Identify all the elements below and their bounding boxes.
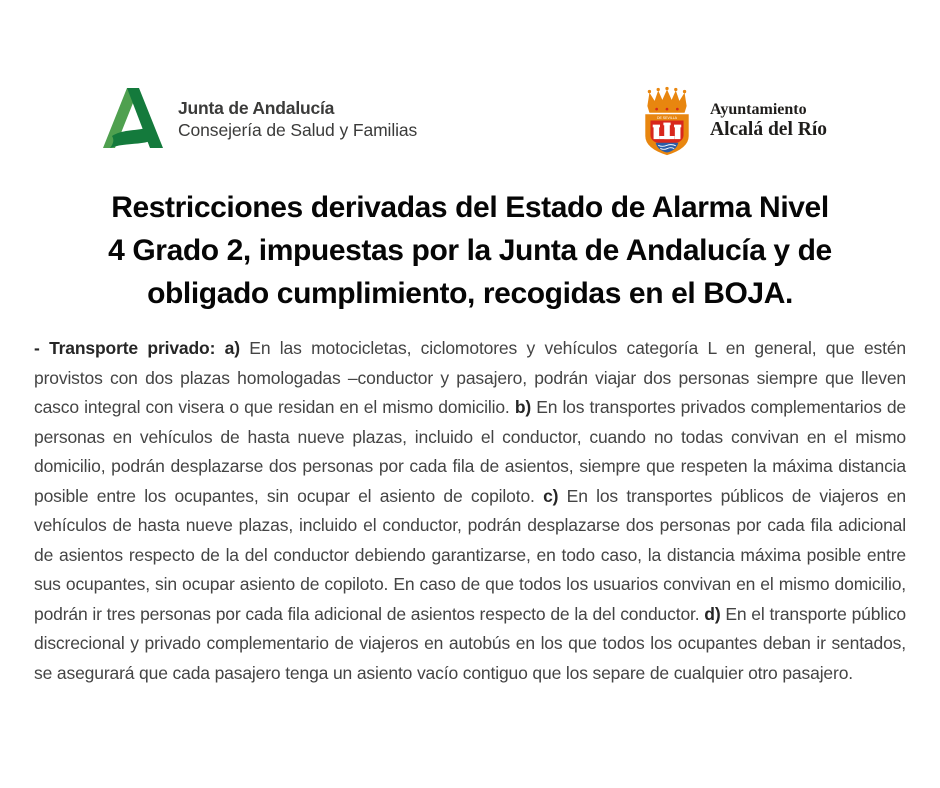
title-line-3: obligado cumplimiento, recogidas en el BOJA. (147, 277, 793, 310)
body-segment: En los transportes privados complementarios de personas en vehículos de hasta nueve plazas, incluido el conductor, cuando no todas convivan en el mismo domicilio, podrán desplazarse dos personas por cada fila de asientos, siempre que respeten la máxima distancia posible entre los ocupantes, sin ocupar el asiento de copiloto. (34, 397, 906, 506)
header (0, 84, 940, 158)
title-line-1: Restricciones derivadas del Estado de Alarma Nivel (111, 191, 829, 224)
junta-org-name: Junta de Andalucía (178, 97, 335, 118)
body-segment: En el transporte público discrecional y privado complementario de viajeros en autobús en los que todos los ocupantes deban ir sentados, se asegurará que cada pasajero tenga un asiento vacío contiguo que los separe de cualquier otro pasajero. (34, 603, 906, 683)
body-segment: En los transportes públicos de viajeros en vehículos de hasta nueve plazas, incluido el conductor, podrán desplazarse dos personas por cada fila adicional de asientos respecto de la del conductor debiendo garantizarse, en todo caso, la distancia máxima posible entre sus ocupantes, sin ocupar asiento de copiloto. En caso de que todos los usuarios convivan en el mismo domicilio, podrán ir tres personas por cada fila adicional de asientos respecto de la del conductor. (34, 485, 906, 624)
ayuntamiento-city-name: Alcalá del Río (710, 119, 827, 140)
body-segment-bold: b) (514, 397, 537, 417)
junta-text-block (178, 97, 417, 142)
body-segment-bold: c) (543, 485, 567, 506)
crest-towers (653, 123, 682, 140)
ayuntamiento-org-name: Ayuntamiento (710, 101, 807, 118)
junta-dept-name: Consejería de Salud y Familias (178, 119, 418, 140)
body-paragraph (34, 334, 906, 688)
body-segment-bold: - Transporte privado: a) (34, 338, 250, 358)
page-title (0, 186, 940, 315)
crest-top-text: DE SEVILLA (656, 115, 678, 120)
ayuntamiento-logo-block (636, 84, 827, 157)
alcala-del-rio-coat-of-arms-icon (636, 84, 698, 157)
title-line-2: 4 Grado 2, impuestas por la Junta de Andalucía y de (108, 234, 832, 267)
junta-logo-block (102, 86, 417, 152)
body-segment: En las motocicletas, ciclomotores y vehículos categoría L en general, que estén provistos con dos plazas homologadas –conductor y pasajero, podrán viajar dos personas siempre que lleven casco integral con visera o que residan en el mismo domicilio. (34, 338, 906, 417)
body-segment-bold: d) (704, 603, 726, 624)
ayuntamiento-text-block (710, 100, 827, 141)
andalucia-a-logo-icon (102, 86, 164, 152)
